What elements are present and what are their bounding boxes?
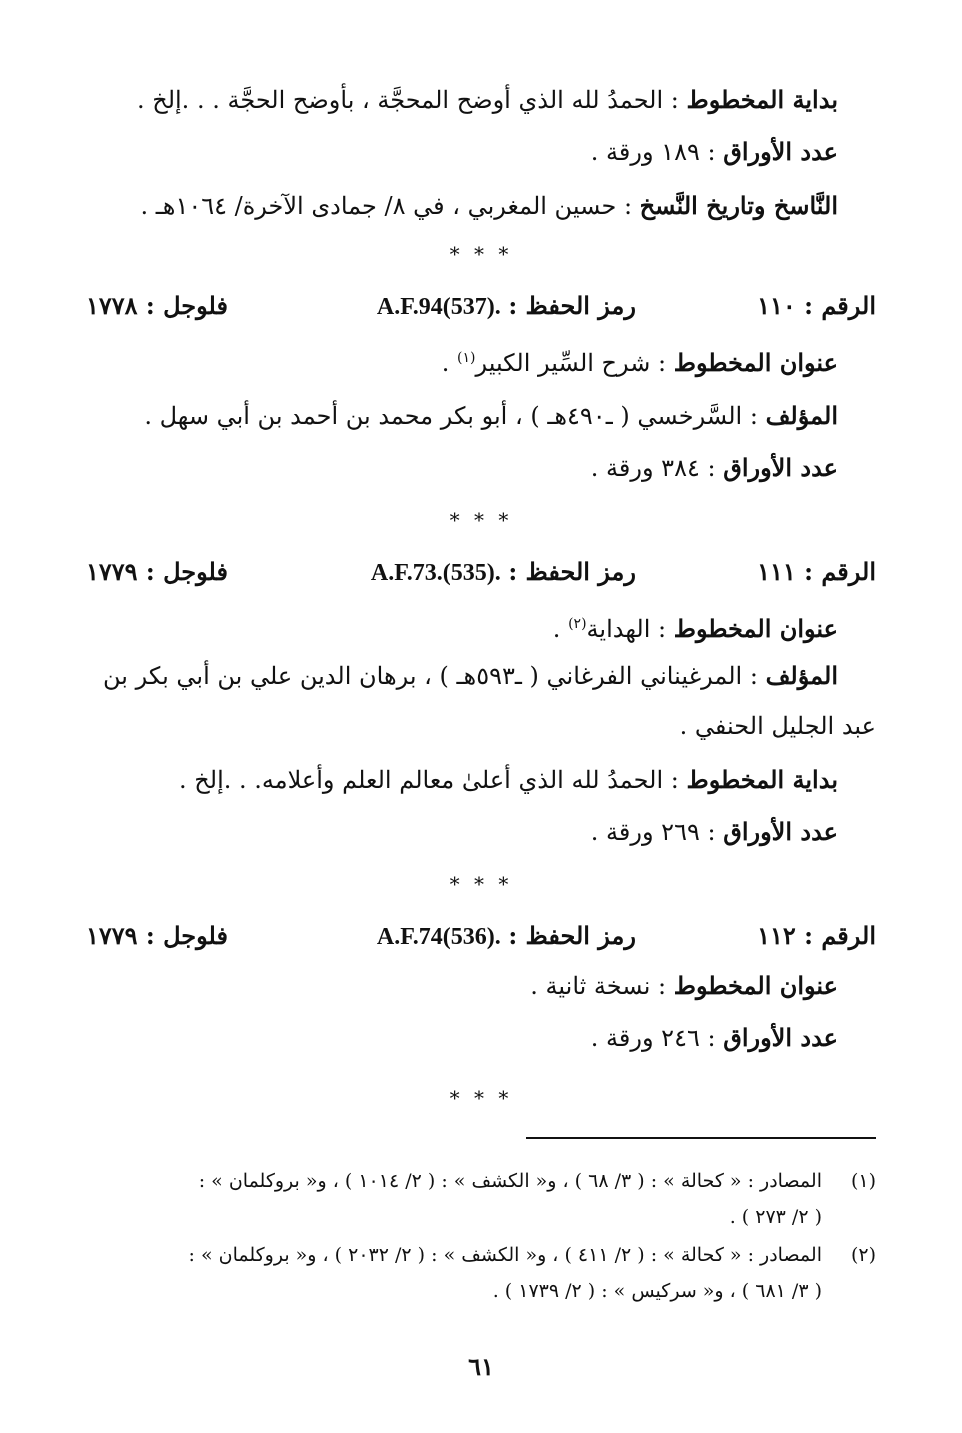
shelfmark-code: A.F.73.(535). bbox=[370, 560, 501, 586]
page-number: ٦١ bbox=[468, 1352, 494, 1381]
folios-line bbox=[591, 450, 838, 486]
copyist-text: : حسين المغربي ، في ٨/ جمادى الآخرة/ ١٠٦٤هـ . bbox=[140, 192, 633, 220]
folios-label: عدد الأوراق bbox=[723, 137, 838, 166]
folios-label: عدد الأوراق bbox=[723, 453, 838, 482]
folios-text: : ٢٦٩ ورقة . bbox=[590, 818, 716, 846]
title-line bbox=[530, 968, 838, 1004]
beginning-label: بداية المخطوط bbox=[686, 765, 838, 794]
author-line bbox=[103, 658, 838, 694]
footnote-text: المصادر : « كحالة » : ( ٢/ ٤١١ ) ، و« الكشف » : ( ٢/ ٢٠٣٢ ) ، و« بروكلمان » : bbox=[188, 1244, 822, 1266]
author-text: : المرغيناني الفرغاني ( ـ٥٩٣هـ ) ، برهان الدين علي بن أبي بكر بن bbox=[103, 662, 758, 690]
title-line bbox=[442, 340, 838, 381]
shelfmark bbox=[377, 916, 636, 957]
flugel-number: فلوجل : ١٧٧٩ bbox=[86, 921, 228, 950]
title-end: . bbox=[552, 615, 561, 643]
folios-text: : ١٨٩ ورقة . bbox=[590, 138, 716, 166]
title-line bbox=[553, 606, 838, 647]
section-separator: * * * bbox=[449, 1086, 513, 1110]
author-line-continued: عبد الجليل الحنفي . bbox=[679, 712, 876, 740]
shelfmark bbox=[377, 286, 636, 327]
flugel-number: فلوجل : ١٧٧٩ bbox=[86, 557, 228, 586]
section-separator: * * * bbox=[449, 508, 513, 532]
entry-number: الرقم : ١١١ bbox=[757, 557, 876, 586]
footnote-text-continued: ( ٣/ ٦٨١ ) ، و« سركيس » : ( ٢/ ١٧٣٩ ) . bbox=[492, 1280, 822, 1302]
copyist-label: النَّاسخ وتاريخ النَّسخ bbox=[639, 191, 838, 220]
footnote-number: (٢) bbox=[850, 1244, 876, 1266]
entry-header bbox=[86, 286, 876, 326]
section-separator: * * * bbox=[449, 872, 513, 896]
footnote-number: (١) bbox=[850, 1170, 876, 1192]
title-text: : الهداية bbox=[586, 615, 667, 643]
footnote-text: المصادر : « كحالة » : ( ٣/ ٦٨ ) ، و« الكشف » : ( ٢/ ١٠١٤ ) ، و« بروكلمان » : bbox=[198, 1170, 822, 1192]
folios-label: عدد الأوراق bbox=[723, 1023, 838, 1052]
shelfmark-code: A.F.74(536). bbox=[376, 924, 501, 950]
folios-label: عدد الأوراق bbox=[723, 817, 838, 846]
title-label: عنوان المخطوط bbox=[673, 348, 838, 377]
shelfmark-label: رمز الحفظ : bbox=[508, 921, 636, 950]
shelfmark bbox=[371, 552, 636, 593]
author-label: المؤلف bbox=[765, 401, 838, 430]
beginning-text: : الحمدُ لله الذي أعلىٰ معالم العلم وأعلامه. . .إلخ . bbox=[179, 766, 679, 794]
shelfmark-label: رمز الحفظ : bbox=[508, 291, 636, 320]
footnote-text-continued: ( ٢/ ٢٧٣ ) . bbox=[729, 1206, 822, 1228]
entry-number: الرقم : ١١٢ bbox=[757, 921, 876, 950]
shelfmark-label: رمز الحفظ : bbox=[508, 557, 636, 586]
footnote-rule bbox=[526, 1137, 876, 1139]
folios-line bbox=[591, 134, 838, 170]
title-text: : شرح السِّير الكبير bbox=[475, 349, 667, 377]
footnote-ref: (٢) bbox=[568, 616, 587, 632]
beginning-line bbox=[179, 762, 838, 798]
section-separator: * * * bbox=[449, 242, 513, 266]
beginning-label: بداية المخطوط bbox=[686, 85, 838, 114]
author-line bbox=[144, 398, 838, 434]
author-label: المؤلف bbox=[765, 661, 838, 690]
title-label: عنوان المخطوط bbox=[673, 971, 838, 1000]
entry-number: الرقم : ١١٠ bbox=[757, 291, 876, 320]
folios-text: : ٢٤٦ ورقة . bbox=[590, 1024, 716, 1052]
author-text: : السَّرخسي ( ـ٤٩٠هـ ) ، أبو بكر محمد بن أحمد بن أبي سهل . bbox=[144, 402, 758, 430]
folios-text: : ٣٨٤ ورقة . bbox=[590, 454, 716, 482]
folios-line bbox=[591, 814, 838, 850]
copyist-line bbox=[140, 188, 838, 224]
shelfmark-code: A.F.94(537). bbox=[376, 294, 501, 320]
folios-line bbox=[591, 1020, 838, 1056]
title-label: عنوان المخطوط bbox=[673, 614, 838, 643]
entry-header bbox=[86, 916, 876, 956]
title-end: . bbox=[441, 349, 450, 377]
title-text: : نسخة ثانية . bbox=[530, 972, 667, 1000]
beginning-line bbox=[137, 82, 838, 118]
flugel-number: فلوجل : ١٧٧٨ bbox=[86, 291, 228, 320]
footnote-ref: (١) bbox=[456, 350, 476, 366]
beginning-text: : الحمدُ لله الذي أوضح المحجَّة ، بأوضح الحجَّة . . .إلخ . bbox=[136, 86, 679, 114]
entry-header bbox=[86, 552, 876, 592]
